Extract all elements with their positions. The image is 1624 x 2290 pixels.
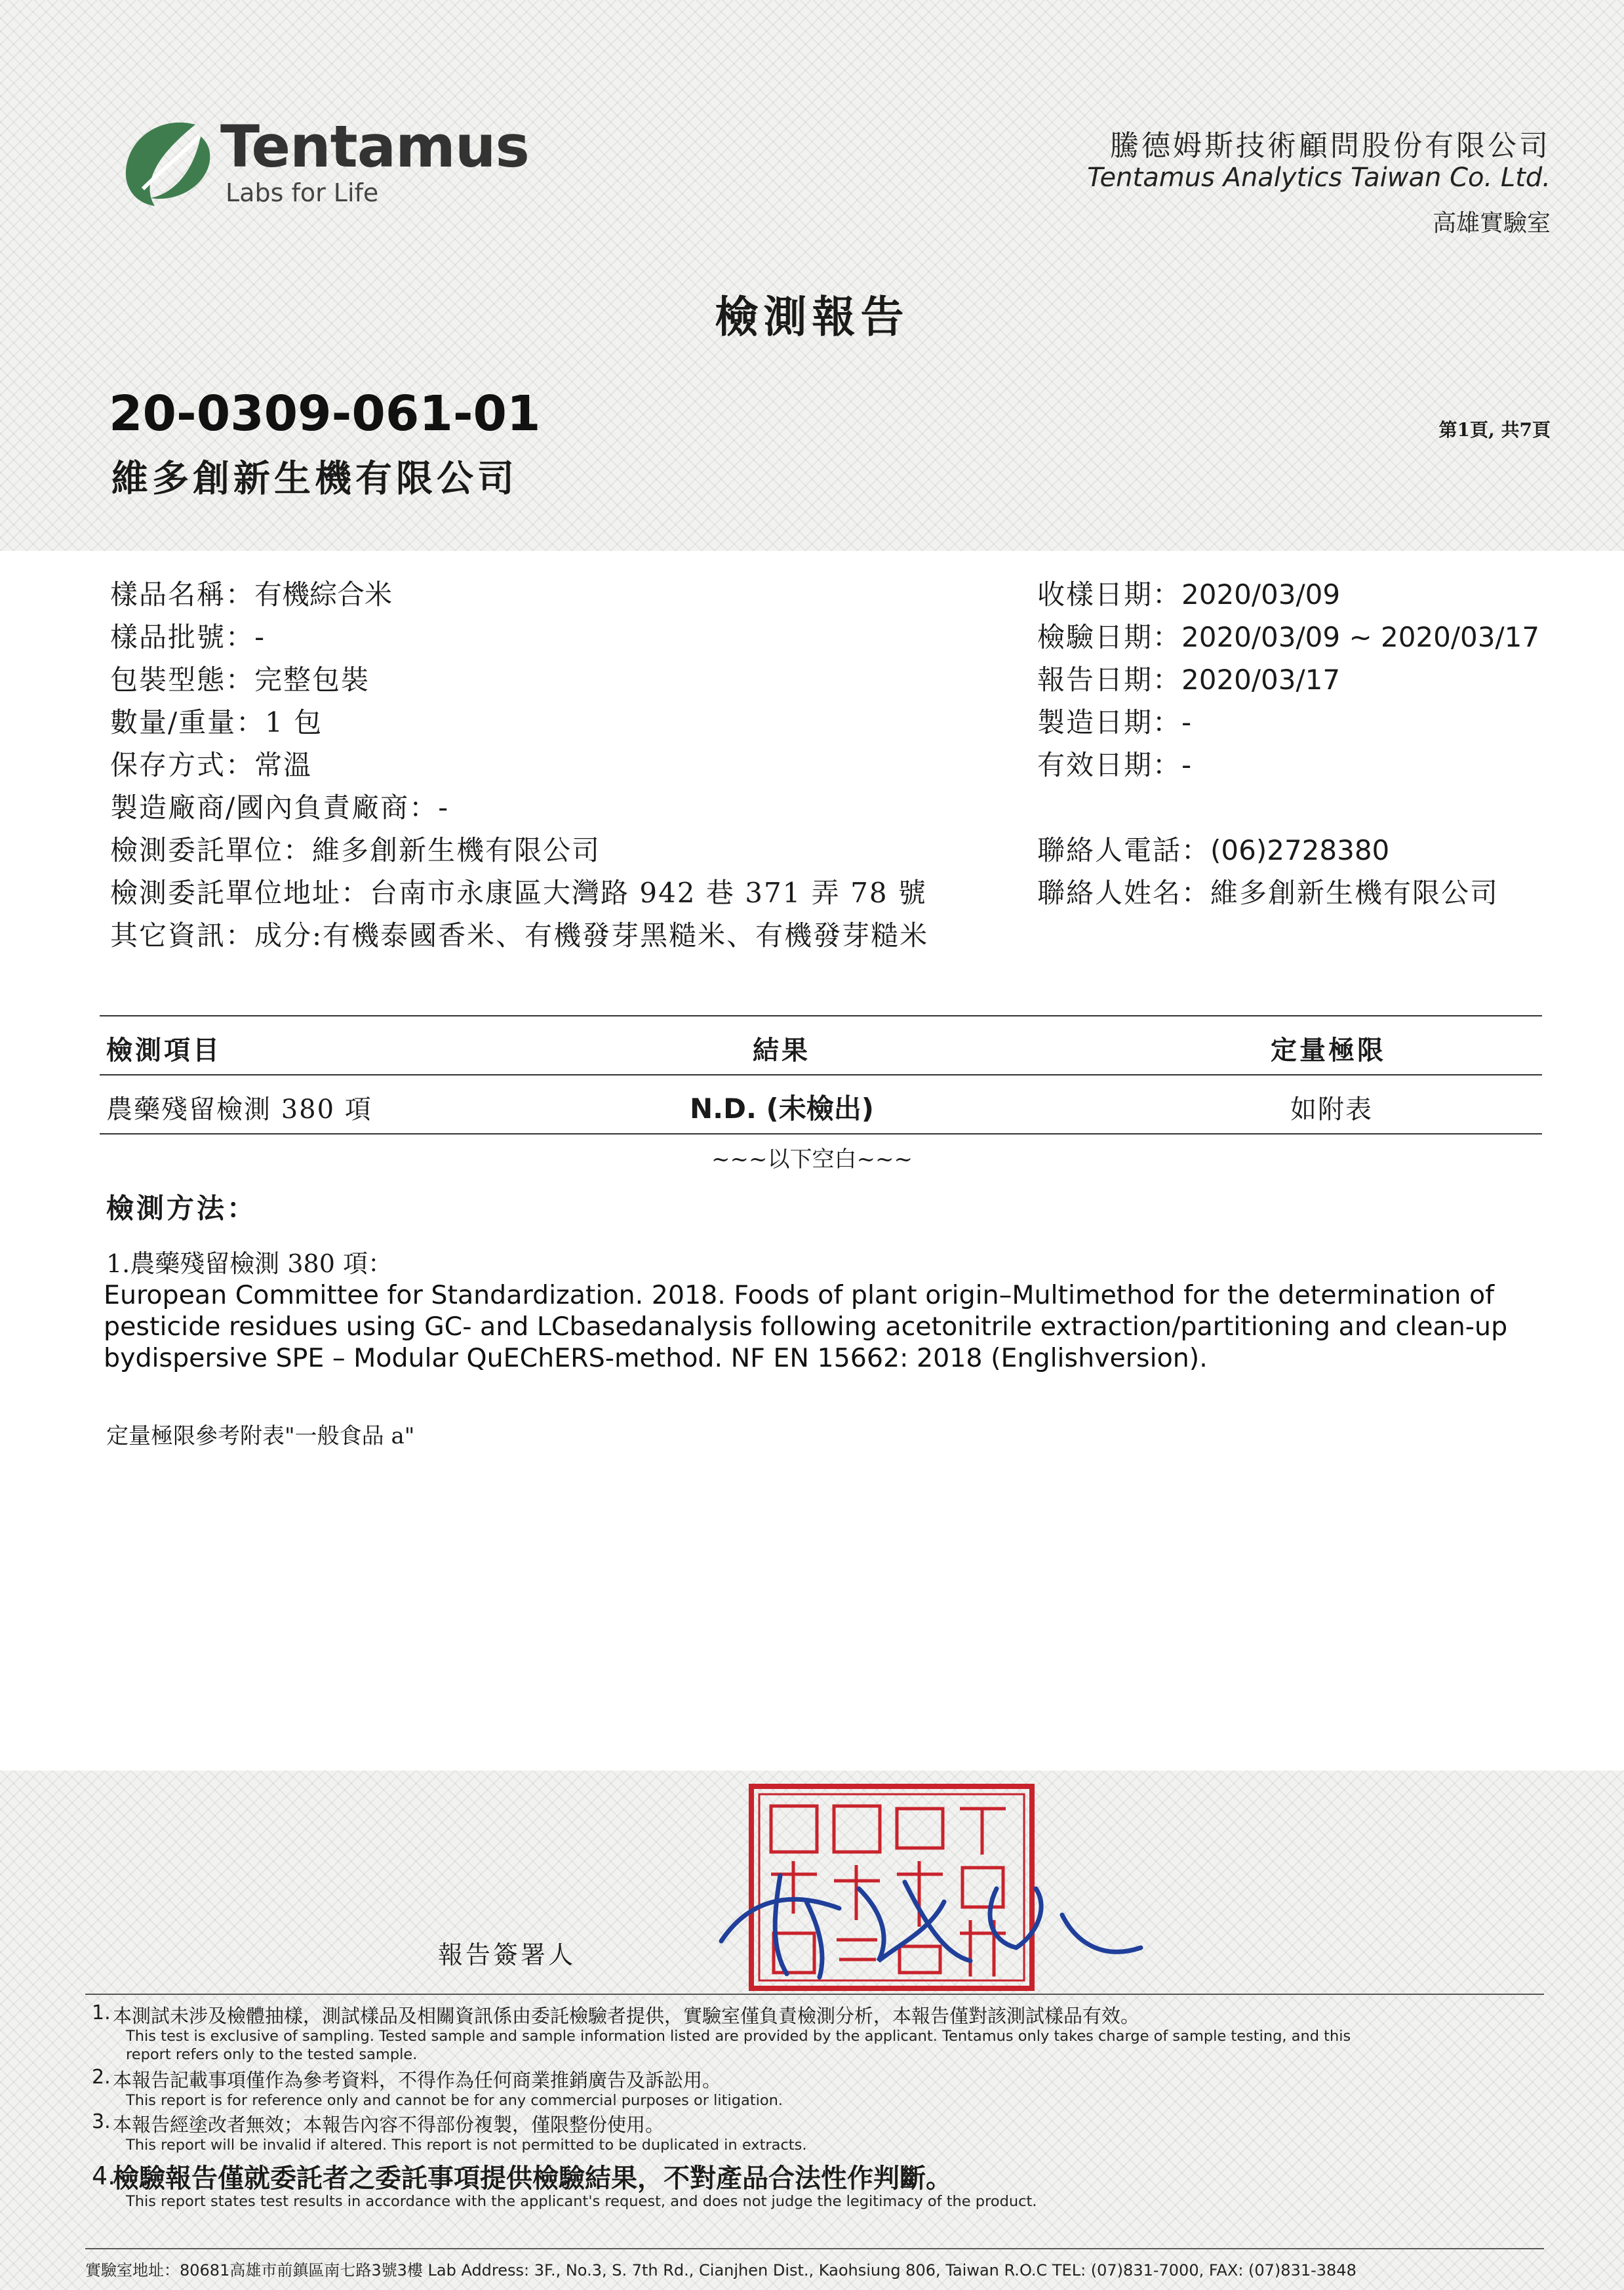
note-en: This report states test results in accordance with the applicant's request, and does not judge the legitimacy of the product. [126,2193,1037,2210]
document-title: 檢測報告 [715,291,909,342]
info-batch-no: 樣品批號：- [110,621,265,653]
note-en: report refers only to the tested sample. [126,2046,418,2063]
info-manufacturer: 製造廠商/國內負責廠商：- [110,792,448,824]
method-line: pesticide residues using GC- and LCbasedanalysis following acetonitrile extraction/partitioning and clean-up [104,1312,1508,1342]
tentamus-logo [117,110,529,215]
info-report-date: 報告日期：2020/03/17 [1037,664,1341,696]
note-en: This report will be invalid if altered. This report is not permitted to be duplicated in extracts. [126,2137,807,2154]
note-number: 4. [92,2161,116,2190]
company-name-en: Tentamus Analytics Taiwan Co. Ltd. [1087,163,1551,193]
table-cell-limit: 如附表 [1290,1095,1373,1125]
method-note: 定量極限參考附表"一般食品 a" [106,1423,415,1449]
method-heading: 檢測方法： [106,1192,258,1224]
note-cn: 本報告經塗改者無效；本報告內容不得部份複製，僅限整份使用。 [113,2114,665,2136]
leaf-logo-icon [117,110,215,209]
note-cn: 本測試未涉及檢體抽樣，測試樣品及相關資訊係由委託檢驗者提供，實驗室僅負責檢測分析，本報告僅對該測試樣品有效。 [113,2005,1140,2027]
note-en: This report is for reference only and cannot be for any commercial purposes or litigation. [126,2092,783,2109]
blank-marker: ~~~以下空白~~~ [711,1146,913,1173]
note-number: 1. [92,2001,111,2024]
address-divider [85,2248,1544,2249]
page-indicator: 第1頁, 共7頁 [1438,419,1551,441]
signature [708,1862,1154,1980]
info-contact-phone: 聯絡人電話：(06)2728380 [1037,834,1390,866]
lab-name: 高雄實驗室 [1432,210,1551,237]
info-client: 檢測委託單位：維多創新生機有限公司 [110,834,601,866]
info-sample-name: 樣品名稱：有機綜合米 [110,578,393,611]
info-storage: 保存方式：常溫 [110,749,313,781]
table-header-border [100,1074,1542,1075]
note-number: 2. [92,2066,111,2089]
logo-name: Tentamus [220,113,529,180]
info-package-type: 包裝型態：完整包裝 [110,664,370,696]
note-cn: 本報告記載事項僅作為參考資料，不得作為任何商業推銷廣告及訴訟用。 [113,2069,722,2091]
table-header-result: 結果 [753,1035,810,1066]
info-manufacture-date: 製造日期：- [1037,706,1192,738]
method-line: bydispersive SPE – Modular QuEChERS-method. NF EN 15662: 2018 (Englishversion). [104,1343,1208,1373]
table-bottom-border [100,1133,1542,1135]
lab-address: 實驗室地址：80681高雄市前鎮區南七路3號3樓 Lab Address: 3F., No.3, S. 7th Rd., Cianjhen Dist., Kaohsiung 806, Taiwan R.O.C TEL: (07)831-7000, FAX: (07)831-3848 [85,2261,1357,2280]
note-number: 3. [92,2110,111,2133]
info-contact-name: 聯絡人姓名：維多創新生機有限公司 [1037,877,1499,909]
info-received-date: 收樣日期：2020/03/09 [1037,578,1341,611]
logo-tagline: Labs for Life [226,178,379,207]
company-name-cn: 騰德姆斯技術顧問股份有限公司 [1110,129,1551,163]
info-client-address: 檢測委託單位地址：台南市永康區大灣路 942 巷 371 弄 78 號 [110,877,927,909]
report-number: 20-0309-061-01 [109,386,541,442]
client-name: 維多創新生機有限公司 [111,457,518,500]
table-cell-result: N.D. (未檢出) [690,1093,874,1125]
table-cell-item: 農藥殘留檢測 380 項 [106,1095,372,1125]
method-subtitle: 1.農藥殘留檢測 380 項： [106,1249,393,1278]
table-top-border [100,1015,1542,1016]
info-expiry-date: 有效日期：- [1037,749,1192,781]
method-line: European Committee for Standardization. 2018. Foods of plant origin–Multimethod for the determination of [104,1280,1495,1310]
table-header-item: 檢測項目 [106,1035,222,1066]
notes-divider [85,1994,1544,1995]
note-en: This test is exclusive of sampling. Tested sample and sample information listed are provided by the applicant. Tentamus only takes charge of sample testing, and this [126,2028,1351,2045]
info-quantity: 數量/重量：1 包 [110,706,323,738]
note-cn: 檢驗報告僅就委託者之委託事項提供檢驗結果，不對產品合法性作判斷。 [113,2163,952,2194]
info-other: 其它資訊：成分:有機泰國香米、有機發芽黑糙米、有機發芽糙米 [110,919,929,952]
info-test-date: 檢驗日期：2020/03/09 ~ 2020/03/17 [1037,621,1540,653]
table-header-limit: 定量極限 [1271,1035,1386,1066]
signer-label: 報告簽署人 [438,1940,576,1969]
